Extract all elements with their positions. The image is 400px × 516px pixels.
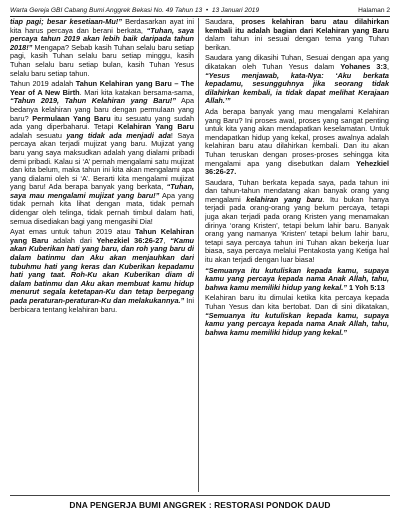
text-run: adalah dari [48,235,97,245]
text-run: Tahun Kelahiran yang Baru – The Year of A New Birth [10,79,194,97]
paragraph [10,80,194,226]
paragraph [205,108,389,177]
text-run: Tahun Kelahiran yang Baru [10,227,194,245]
text-run: “Tuhan, saya mau mengalami mujizat yang baru!” [10,182,194,200]
text-run: dalam tahun ini sesuai dengan tema yang Tuhan berikan. [205,34,389,52]
paragraph [205,267,389,293]
text-run: “Semuanya itu kutuliskan kepada kamu, supaya kamu yang percaya kepada nama Anak Allah, tahu, bahwa kamu memiliki hidup yang kekal.” [205,310,389,337]
text-run: Ada berapa banyak yang mau mengalami Kelahiran yang Baru? Ini proses awal, proses yang sangat penting untuk kita yang akan mendapatkan keselamatan. Untuk mendapatkan hidup yang kekal, proses awalnya adalah kelahiran baru atau dilahirkan kembali. Dan itu akan Tuhan teruskan dengan proses-proses sehingga kita mengalami apa yang disebutkan dalam [205,106,389,168]
text-run: “Semuanya itu kutuliskan kepada kamu, supaya kamu yang percaya kepada nama Anak Allah, tahu, bahwa kamu memiliki hidup yang kekal.” [205,265,389,292]
text-run: Ini berbicara tentang kelahiran baru. [10,296,194,314]
paragraph [205,18,389,52]
text-run: Mengapa? Sebab kasih Tuhan selalu baru setiap pagi, kasih Tuhan selalu baru setiap minggu, kasih Tuhan selalu baru setiap bulan, kasih Tuhan Yesus selalu baru setiap tahun. [10,42,194,78]
text-run: “Kamu akan Kuberikan hati yang baru, dan roh yang baru di dalam batinmu dan Aku akan menjauhkan dari tubuhmu hati yang keras dan Kuberikan kepadamu hati yang taat. Roh-Ku akan Kuberikan diam di dalam batinmu dan Aku akan membuat kamu hidup menurut segala ketetapan-Ku dan tetap berpegang pada peraturan-peraturan-Ku dan melakukannya.” [10,235,194,305]
issue-date: 13 Januari 2019 [211,7,260,14]
text-run: Apa bedanya kelahiran yang baru dengan permulaan yang baru? [10,96,194,123]
text-run: “Tahun 2019, Tahun Kelahiran yang Baru!” [10,96,176,106]
text-run: . Mari kita katakan bersama-sama, [79,87,194,97]
text-run: yang tidak ada menjadi ada [66,130,171,140]
text-run: , [386,61,389,71]
text-run: “Yesus menjawab, kata-Nya: ‘Aku berkata kepadamu, sesungguhnya jika seorang tidak dilahirkan kembali, ia tidak dapat melihat Kerajaan Allah.’” [205,70,389,106]
right-column [205,18,389,493]
column-divider [198,18,199,492]
paragraph [10,228,194,314]
text-run: Saudara yang dikasihi Tuhan, Sesuai dengan apa yang dikatakan oleh Tuhan Yesus dalam [205,53,389,71]
text-run: 1 Yoh 5:13 [348,282,385,292]
publication-name: Warta Gereja GBI Cabang Bumi Anggrek Bekasi No. 49 Tahun 13 [10,7,203,14]
text-run: Berdasarkan ayat ini kita harus percaya dan berani berkata, [10,18,194,35]
page-number: Halaman 2 [358,7,390,14]
text-run: , [163,235,171,245]
paragraph [10,18,194,78]
text-run: proses kelahiran baru atau dilahirkan kembali itu adalah bagian dari Kelahiran yang Baru [205,18,389,35]
text-run: . Itu bukan hanya terjadi pada orang-orang yang belum percaya, tetapi juga akan terjadi pada orang Kristen yang menamakan dirinya ‘orang Kristen’, tetapi belum lahir baru. Banyak orang yang namanya ‘Kristen’ tetapi belum lahir baru, tetapi saya percaya tahun ini Tuhan akan bekerja luar biasa, saya percaya melalui Pentakosta yang Ketiga hal itu akan terjadi dengan luar biasa! [205,194,389,265]
text-run: Apa yang tidak pernah kita lihat dengan mata, tidak pernah didengar oleh telinga, tidak pernah timbul dalam hati, semua disediakan bagi yang mengasihi Dia! [10,190,194,226]
header-left [10,5,259,16]
text-run: tiap pagi; besar kesetiaan-Mu!” [10,18,122,26]
footer-rule [10,495,390,496]
text-run: kelahiran yang baru [246,194,323,204]
text-run: Yehezkiel 36:26-27. [205,158,389,177]
left-column [10,18,194,493]
page-footer: DNA PENGERJA BUMI ANGGREK : RESTORASI PONDOK DAUD [69,500,331,510]
text-run: Yehezkiel 36:26-27 [96,235,164,245]
page-header [10,5,390,17]
text-run: Ayat emas untuk tahun 2019 atau [10,227,136,237]
paragraph [205,179,389,265]
text-run: itu sesuatu yang sudah ada yang diperbaharui. Tetapi [10,113,194,132]
paragraph [205,54,389,106]
text-run: “Tuhan, saya percaya tahun 2019 akan lebih baik daripada tahun 2018!” [10,25,194,52]
text-run: adalah sesuatu [10,130,67,140]
text-run: Kelahiran Yang Baru [117,122,194,132]
text-run: Saudara, Tuhan berkata kepada saya, pada tahun ini dan tahun-tahun mendatang akan banyak orang yang mengalami [205,177,389,204]
text-run: ! Saya percaya akan terjadi mujizat yang baru. Mujizat yang baru yang saya maksudkan adalah yang dialami pribadi demi pribadi. Kalau si ‘A’ pernah mengalami satu mujizat dan kita belum, maka tahun ini kita akan mengalami apa yang dialami oleh si ‘A’. Berarti kita mengalami mujizat yang baru! Ada berapa banyak yang berkata, [10,130,194,192]
text-run: Kelahiran baru itu dimulai ketika kita percaya kepada Tuhan Yesus dan kita bertobat. Dan di sini dikatakan, [205,293,389,311]
text-run: Permulaan Yang Baru [32,113,111,123]
text-run: Saudara, [205,18,242,26]
paragraph [205,294,389,337]
header-bullet: • [205,7,209,14]
text-run: Yohanes 3:3 [340,61,387,71]
text-run: Tahun 2019 adalah [10,79,76,89]
